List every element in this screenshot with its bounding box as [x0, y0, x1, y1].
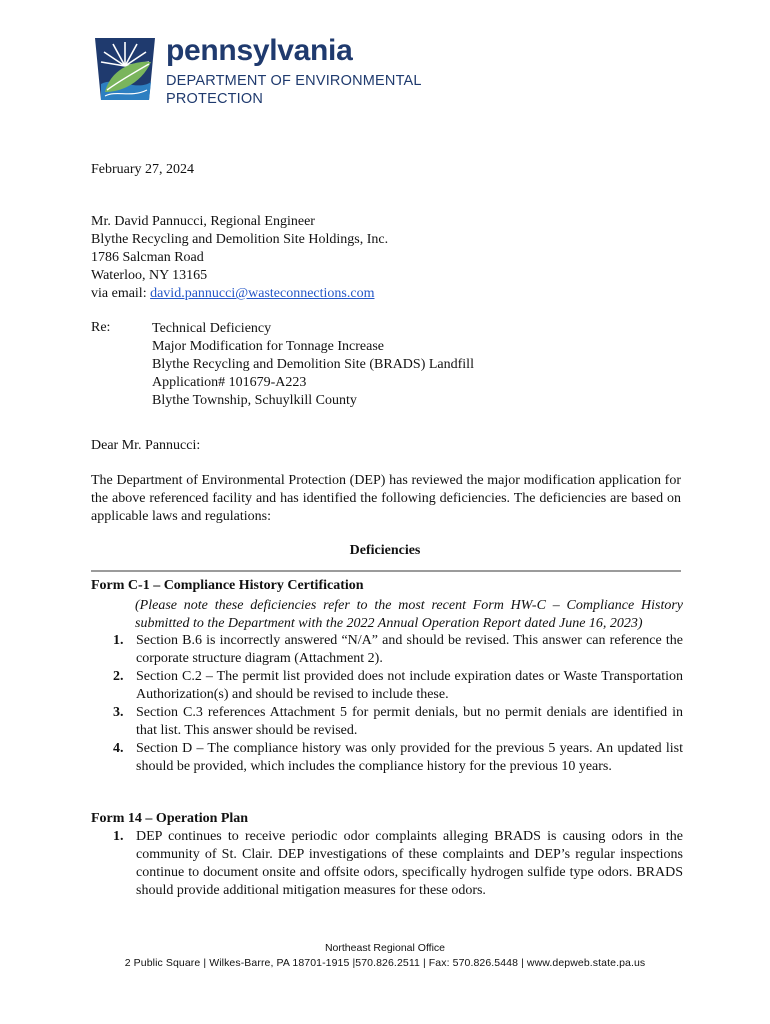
re-line: Application# 101679-A223 — [152, 375, 307, 390]
deficiencies-heading: Deficiencies — [349, 543, 421, 558]
form-14-heading: Form 14 – Operation Plan — [91, 811, 249, 826]
list-item — [91, 632, 683, 668]
recipient-name-line: Mr. David Pannucci, Regional Engineer — [91, 214, 315, 229]
item-text: Section D – The compliance history was only provided for the previous 5 years. An updated list should be provided, which includes the compliance history for the previous 10 years. — [136, 741, 683, 774]
re-label: Re: — [91, 320, 111, 335]
keystone-leaf-logo-icon — [91, 32, 159, 106]
item-text: Section C.3 references Attachment 5 for permit denials, but no permit denials are identified in that list. This answer should be revised. — [136, 705, 683, 738]
footer-address: 2 Public Square | Wilkes-Barre, PA 18701-1915 |570.826.2511 | Fax: 570.826.5448 | www.depweb.state.pa.us — [124, 957, 646, 969]
item-number: 4. — [113, 741, 124, 756]
list-item — [91, 704, 683, 740]
state-wordmark: pennsylvania — [166, 34, 353, 67]
department-line-1: DEPARTMENT OF ENVIRONMENTAL — [166, 73, 422, 89]
re-line: Technical Deficiency — [152, 321, 272, 336]
department-line-2: PROTECTION — [166, 91, 264, 107]
item-text: Section B.6 is incorrectly answered “N/A” and should be revised. This answer can reference the corporate structure diagram (Attachment 2). — [136, 633, 683, 666]
item-number: 1. — [113, 829, 124, 844]
recipient-company-line: Blythe Recycling and Demolition Site Holdings, Inc. — [91, 232, 389, 247]
item-text: DEP continues to receive periodic odor complaints alleging BRADS is causing odors in the community of St. Clair. DEP investigations of these complaints and DEP’s regular inspections continue to document onsite and offsite odors, specifically hydrogen sulfide type odors. BRADS should provide additional mitigation measures for these odors. — [136, 829, 683, 898]
list-item — [91, 740, 683, 776]
item-number: 2. — [113, 669, 124, 684]
recipient-email-line — [91, 285, 388, 303]
re-line: Major Modification for Tonnage Increase — [152, 339, 385, 354]
form-14-deficiency-list — [91, 828, 683, 900]
salutation: Dear Mr. Pannucci: — [91, 438, 201, 453]
footer-office: Northeast Regional Office — [324, 942, 446, 954]
email-prefix: via email: — [91, 286, 151, 301]
re-line: Blythe Township, Schuylkill County — [152, 393, 357, 408]
item-number: 3. — [113, 705, 124, 720]
email-link[interactable]: david.pannucci@wasteconnections.com — [150, 286, 375, 301]
intro-paragraph: The Department of Environmental Protection (DEP) has reviewed the major modification application for the above referenced facility and has identified the following deficiencies. The deficiencies are based on applicable laws and regulations: — [91, 473, 681, 524]
form-c1-heading: Form C-1 – Compliance History Certification — [91, 578, 364, 593]
recipient-address — [91, 213, 388, 303]
section-divider — [91, 570, 681, 572]
letter-date: February 27, 2024 — [91, 162, 195, 177]
recipient-street-line: 1786 Salcman Road — [91, 250, 204, 265]
item-number: 1. — [113, 633, 124, 648]
form-c1-note: (Please note these deficiencies refer to the most recent Form HW-C – Compliance History submitted to the Department with the 2022 Annual Operation Report dated June 16, 2023) — [135, 598, 683, 631]
re-subject — [152, 320, 474, 410]
department-name — [166, 72, 422, 108]
form-c1-deficiency-list — [91, 632, 683, 776]
re-line: Blythe Recycling and Demolition Site (BRADS) Landfill — [152, 357, 474, 372]
recipient-city-line: Waterloo, NY 13165 — [91, 268, 208, 283]
item-text: Section C.2 – The permit list provided does not include expiration dates or Waste Transportation Authorization(s) and should be revised to include these. — [136, 669, 683, 702]
letterhead — [91, 32, 431, 112]
list-item — [91, 668, 683, 704]
list-item — [91, 828, 683, 900]
